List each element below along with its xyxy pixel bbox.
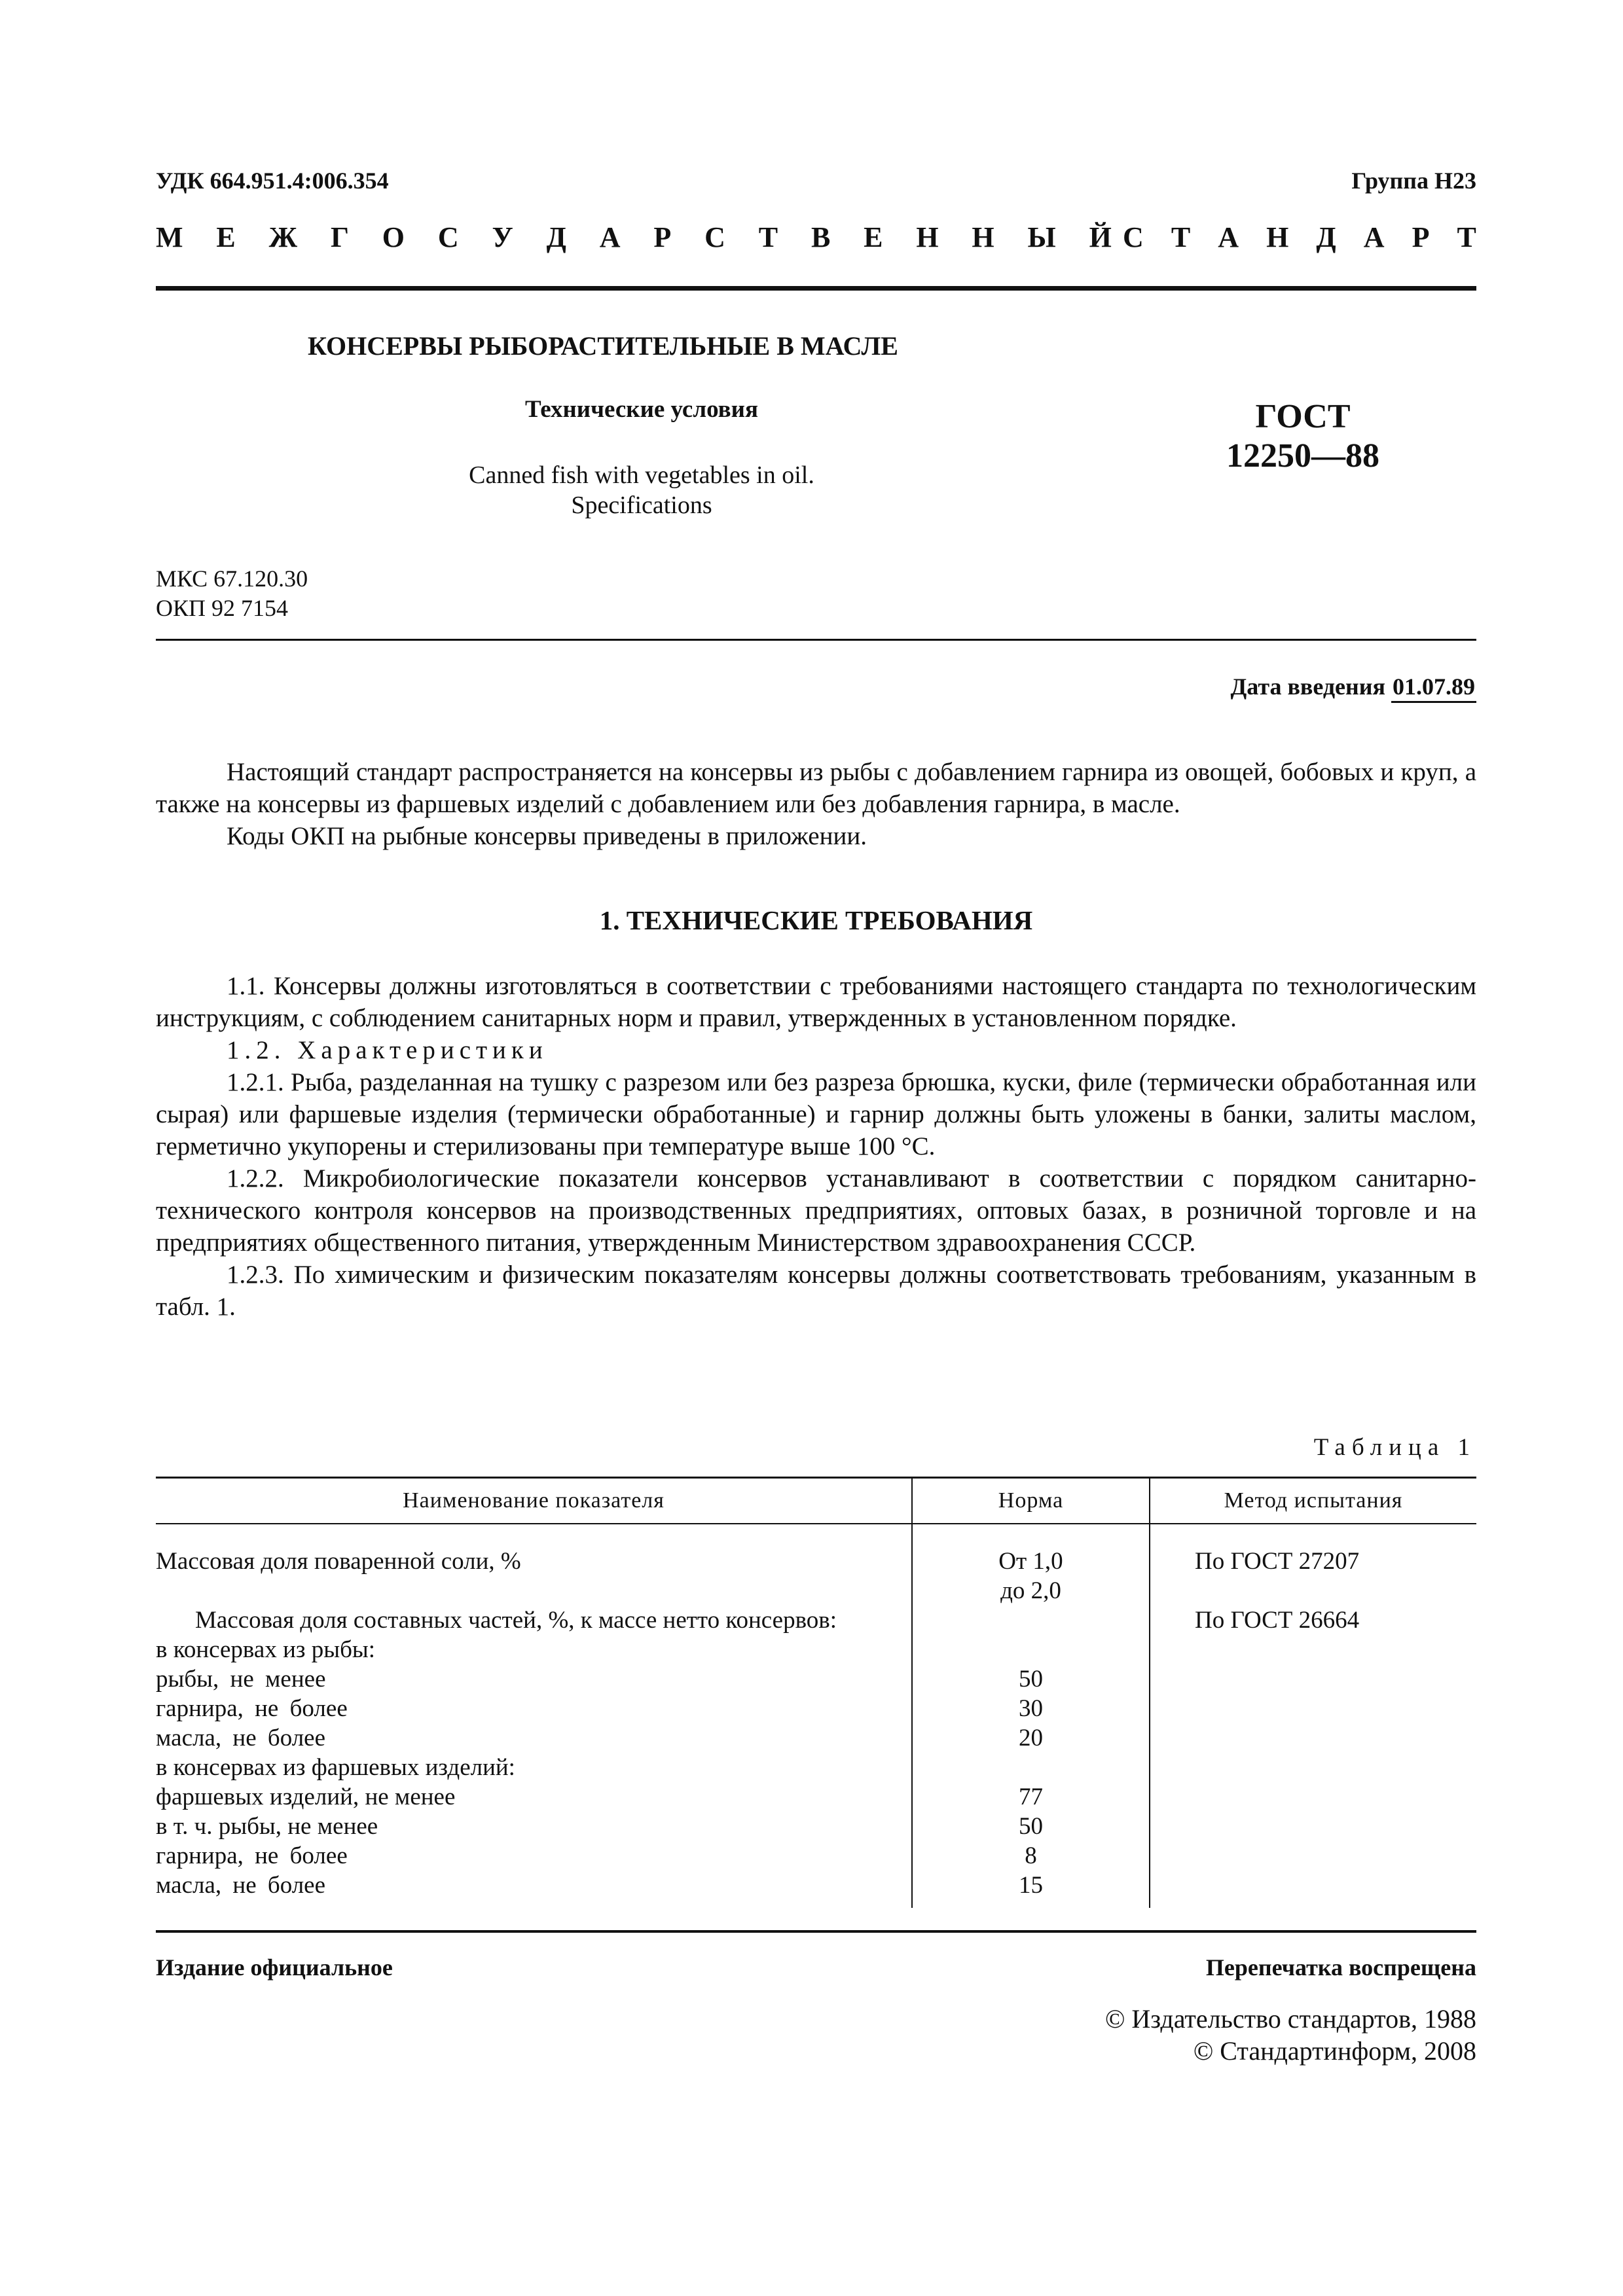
table-row — [156, 1605, 1476, 1635]
edition-note: Издание официальное — [156, 1954, 393, 1981]
row-name: Массовая доля составных частей, %, к массе нетто консервов: — [195, 1607, 837, 1634]
row-method — [1150, 1841, 1476, 1871]
row-norm: 77 — [912, 1782, 1150, 1812]
row-norm: 20 — [912, 1723, 1150, 1753]
row-method — [1150, 1753, 1476, 1782]
row-method — [1150, 1694, 1476, 1723]
row-norm: 30 — [912, 1694, 1150, 1723]
row-name: гарнира, не более — [156, 1842, 348, 1869]
intro-section — [156, 756, 1476, 852]
row-method — [1150, 1723, 1476, 1753]
copyright-1988: © Издательство стандартов, 1988 — [1104, 2004, 1476, 2034]
okp-paragraph: Коды ОКП на рыбные консервы приведены в приложении. — [227, 822, 867, 850]
header-indicator: Наименование показателя — [156, 1478, 912, 1524]
mks-code: МКС 67.120.30 — [156, 565, 308, 592]
group-code: Группа Н23 — [1351, 168, 1476, 194]
row-method — [1150, 1782, 1476, 1812]
okp-code: ОКП 92 7154 — [156, 595, 289, 621]
row-norm: 8 — [912, 1841, 1150, 1871]
english-title-line-2: Specifications — [571, 492, 712, 519]
row-name: масла, не более — [156, 1872, 326, 1899]
row-norm — [912, 1524, 1150, 1605]
row-norm — [912, 1753, 1150, 1782]
row-method — [1150, 1871, 1476, 1908]
date-label: Дата введения — [1230, 673, 1385, 700]
intro-paragraph: Настоящий стандарт распространяется на консервы из рыбы с добавлением гарнира из овощей, бобовых и круп, а также на консервы из фаршевых изделий с добавлением или без добавления гарнира, в масле. — [156, 758, 1476, 818]
clause-1-2-2: 1.2.2. Микробиологические показатели консервов устанавливают в соответствии с порядком санитарно-технического контроля консервов на производственных предприятиях, оптовых базах, в розничной торговле и на предприятиях общественного питания, утвержденным Министерством здравоохранения СССР. — [156, 1164, 1476, 1257]
row-name: в т. ч. рыбы, не менее — [156, 1813, 378, 1840]
header-norm: Норма — [912, 1478, 1150, 1524]
row-method: По ГОСТ 27207 — [1150, 1524, 1476, 1605]
table-label: Таблица 1 — [1313, 1434, 1476, 1461]
table-row — [156, 1782, 1476, 1812]
standard-banner — [156, 221, 1476, 254]
introduction-date — [1231, 673, 1477, 700]
row-norm: 50 — [912, 1812, 1150, 1841]
norm-to: до 2,0 — [1000, 1577, 1061, 1604]
gost-label: ГОСТ — [1255, 398, 1351, 435]
table-row — [156, 1753, 1476, 1782]
row-norm: 50 — [912, 1664, 1150, 1694]
udk-code: УДК 664.951.4:006.354 — [156, 168, 389, 194]
document-title: КОНСЕРВЫ РЫБОРАСТИТЕЛЬНЫЕ В МАСЛЕ — [308, 331, 898, 361]
table-row — [156, 1694, 1476, 1723]
reprint-note: Перепечатка воспрещена — [1205, 1954, 1476, 1981]
header-rule — [156, 286, 1476, 291]
gost-number: 12250—88 — [1226, 437, 1379, 475]
row-method: По ГОСТ 26664 — [1150, 1605, 1476, 1635]
row-name: в консервах из рыбы: — [156, 1636, 376, 1663]
english-title — [0, 460, 1283, 520]
english-title-line-1: Canned fish with vegetables in oil. — [469, 461, 814, 489]
table-row — [156, 1841, 1476, 1871]
row-name: гарнира, не более — [156, 1695, 348, 1722]
row-norm — [912, 1605, 1150, 1635]
row-name: рыбы, не менее — [156, 1666, 326, 1693]
row-method — [1150, 1635, 1476, 1664]
clause-1-1: 1.1. Консервы должны изготовляться в соответствии с требованиями настоящего стандарта по технологическим инструкциям, с соблюдением санитарных норм и правил, утвержденных в установленном порядке. — [156, 972, 1476, 1032]
banner-word-standard: С Т А Н Д А Р Т — [1123, 221, 1476, 253]
copyright-2008: © Стандартинформ, 2008 — [1193, 2036, 1476, 2066]
table-header-row — [156, 1478, 1476, 1524]
copyright-block — [1105, 2003, 1476, 2067]
classification-codes — [156, 564, 308, 623]
banner-word-interstate: М Е Ж Г О С У Д А Р С Т В Е Н Н Ы Й — [156, 221, 1112, 253]
row-norm: 15 — [912, 1871, 1150, 1908]
header-method: Метод испытания — [1150, 1478, 1476, 1524]
footer-rule — [156, 1930, 1476, 1933]
table-row — [156, 1635, 1476, 1664]
row-method — [1150, 1812, 1476, 1841]
section-heading: 1. ТЕХНИЧЕСКИЕ ТРЕБОВАНИЯ — [599, 905, 1033, 935]
table-row — [156, 1664, 1476, 1694]
row-method — [1150, 1664, 1476, 1694]
row-name: фаршевых изделий, не менее — [156, 1784, 456, 1810]
document-subtitle: Технические условия — [525, 396, 758, 423]
clause-1-2-3: 1.2.3. По химическим и физическим показателям консервы должны соответствовать требованиям, указанным в табл. 1. — [156, 1261, 1476, 1321]
date-value: 01.07.89 — [1391, 673, 1476, 703]
clause-1-2-1: 1.2.1. Рыба, разделанная на тушку с разрезом или без разреза брюшка, куски, филе (термически обработанная или сырая) или фаршевые изделия (термически обработанные) и гарнир должны быть уложены в банки, залиты маслом, герметично укупорены и стерилизованы при температуре выше 100 °С. — [156, 1068, 1476, 1160]
row-name: Массовая доля поваренной соли, % — [156, 1548, 521, 1575]
clause-1-2: 1.2. Характеристики — [227, 1036, 548, 1064]
table-row — [156, 1871, 1476, 1908]
norm-from: От 1,0 — [998, 1548, 1063, 1575]
table-row — [156, 1812, 1476, 1841]
codes-rule — [156, 639, 1476, 641]
row-name: масла, не более — [156, 1725, 326, 1751]
gost-designation — [1152, 397, 1453, 476]
row-name: в консервах из фаршевых изделий: — [156, 1754, 515, 1781]
table-row — [156, 1723, 1476, 1753]
table-1 — [156, 1477, 1476, 1908]
table-row — [156, 1524, 1476, 1605]
section-body — [156, 970, 1476, 1323]
row-norm — [912, 1635, 1150, 1664]
